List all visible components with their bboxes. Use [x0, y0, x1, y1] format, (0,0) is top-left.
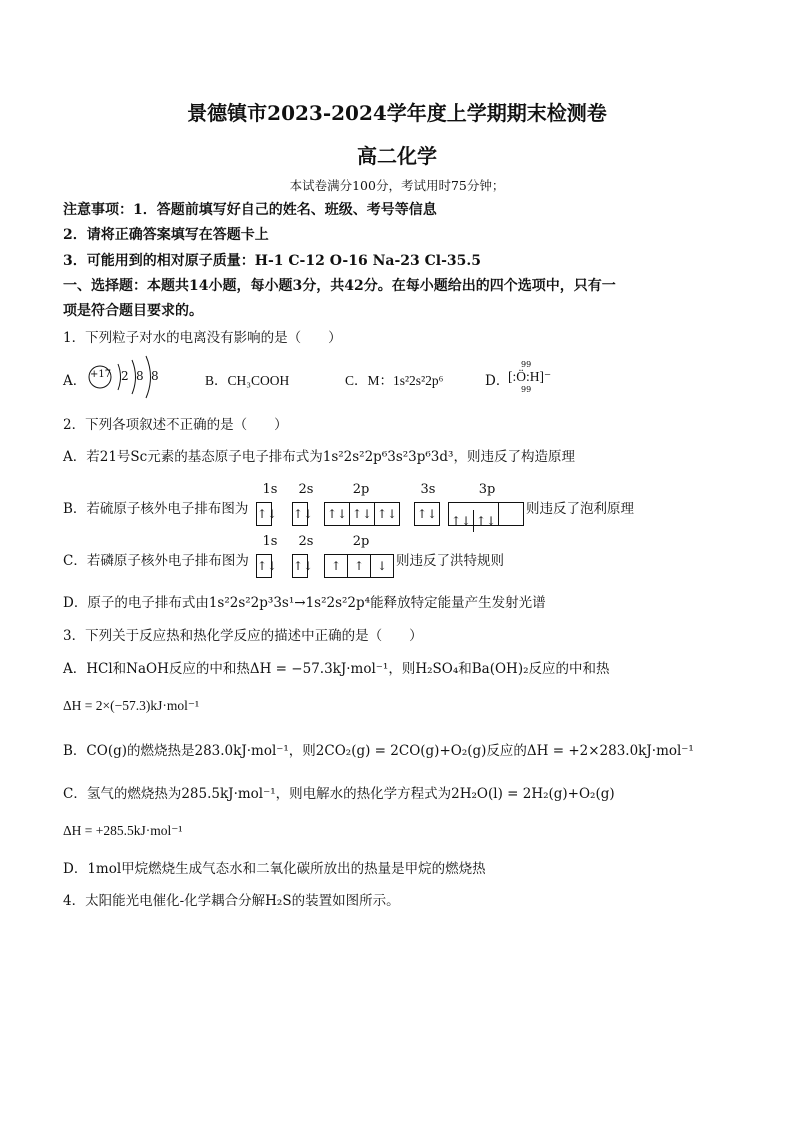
- orbital-label-3p: 3p: [478, 482, 496, 497]
- q3-option-c-1: C．氢气的燃烧热为285.5kJ·mol⁻¹，则电解水的热化学方程式为2H₂O(l) = 2H₂(g)+O₂(g): [63, 786, 615, 802]
- orbital-label-3s: 3s: [420, 482, 436, 497]
- note-2: 2．请将正确答案填写在答题卡上: [63, 227, 269, 243]
- q1-stem: 1．下列粒子对水的电离没有影响的是（ ）: [63, 330, 342, 346]
- shell-1: 2: [121, 369, 129, 383]
- q4-stem: 4．太阳能光电催化-化学耦合分解H₂S的装置如图所示。: [63, 893, 400, 909]
- shell-3: 8: [151, 369, 159, 383]
- phosphorus-orbital-diagram: [256, 534, 416, 580]
- orbital-box-1s: ↑↓: [256, 554, 272, 578]
- q2-option-a: A．若21号Sc元素的基态原子电子排布式为1s²2s²2p⁶3s²3p⁶3d³，则违反了构造原理: [63, 449, 575, 465]
- orbital-label-1s: 1s: [262, 534, 278, 549]
- q3-option-a-1: A．HCl和NaOH反应的中和热ΔH = −57.3kJ·mol⁻¹，则H₂SO₄和Ba(OH)₂反应的中和热: [63, 661, 610, 677]
- section-heading-2: 项是符合题目要求的。: [63, 303, 203, 319]
- q2-option-d: D．原子的电子排布式由1s²2s²2p³3s¹→1s²2s²2p⁴能释放特定能量产生发射光谱: [63, 595, 546, 611]
- orbital-box-2s: ↑↓: [292, 502, 308, 526]
- q2-stem: 2．下列各项叙述不正确的是（ ）: [63, 417, 288, 433]
- orbital-label-2s: 2s: [298, 534, 314, 549]
- exam-title: 景德镇市2023-2024学年度上学期期末检测卷: [187, 101, 607, 125]
- q3-option-b: B．CO(g)的燃烧热是283.0kJ·mol⁻¹，则2CO₂(g) = 2CO(g)+O₂(g)反应的ΔH = +2×283.0kJ·mol⁻¹: [63, 743, 694, 759]
- q3-option-d: D．1mol甲烷燃烧生成气态水和二氧化碳所放出的热量是甲烷的燃烧热: [63, 861, 486, 877]
- orbital-box-2p: ↑ ↑ ↓: [324, 554, 394, 578]
- electron-dots-bottom: 99: [521, 385, 532, 394]
- q3-option-c-2: ΔH = +285.5kJ·mol⁻¹: [63, 823, 183, 838]
- orbital-box-3p: ↑↓ ↑↓: [448, 502, 524, 526]
- sulfur-orbital-diagram: [256, 482, 536, 528]
- shell-2: 8: [136, 369, 144, 383]
- note-1: 注意事项：1．答题前填写好自己的姓名、班级、考号等信息: [63, 202, 437, 218]
- exam-info: 本试卷满分100分，考试用时75分钟；: [289, 178, 505, 193]
- q2-option-b-pre: B．若硫原子核外电子排布图为: [63, 501, 249, 517]
- exam-subject: 高二化学: [357, 144, 437, 168]
- orbital-box-3s: ↑↓: [414, 502, 440, 526]
- q1-option-c: C．M：1s²2s²2p⁶: [345, 373, 444, 388]
- q1-option-d-formula: [:Ö:H]⁻: [508, 369, 552, 384]
- q1-option-b: B．CH₃COOH: [205, 373, 290, 388]
- orbital-label-2p: 2p: [352, 482, 370, 497]
- nucleus-charge: +17: [90, 369, 112, 380]
- orbital-label-2s: 2s: [298, 482, 314, 497]
- orbital-box-1s: ↑↓: [256, 502, 272, 526]
- atom-structure-diagram: [88, 352, 168, 402]
- q2-option-c-pre: C．若磷原子核外电子排布图为: [63, 553, 249, 569]
- q2-option-c-post: 则违反了洪特规则: [396, 553, 504, 569]
- orbital-label-2p: 2p: [352, 534, 370, 549]
- orbital-box-2p: ↑↓ ↑↓ ↑↓: [324, 502, 400, 526]
- q1-option-a-label: A．: [63, 373, 87, 389]
- electron-dots-top: 99: [521, 360, 532, 369]
- q3-option-a-2: ΔH = 2×(−57.3)kJ·mol⁻¹: [63, 698, 200, 713]
- q1-option-d-label: D．: [485, 373, 510, 389]
- orbital-box-2s: ↑↓: [292, 554, 308, 578]
- q2-option-b-post: 则违反了泡利原理: [526, 501, 634, 517]
- orbital-label-1s: 1s: [262, 482, 278, 497]
- note-3: 3．可能用到的相对原子质量：H-1 C-12 O-16 Na-23 Cl-35.5: [63, 253, 481, 269]
- section-heading-1: 一、选择题：本题共14小题，每小题3分，共42分。在每小题给出的四个选项中，只有一: [63, 278, 616, 294]
- q3-stem: 3．下列关于反应热和热化学反应的描述中正确的是（ ）: [63, 628, 423, 644]
